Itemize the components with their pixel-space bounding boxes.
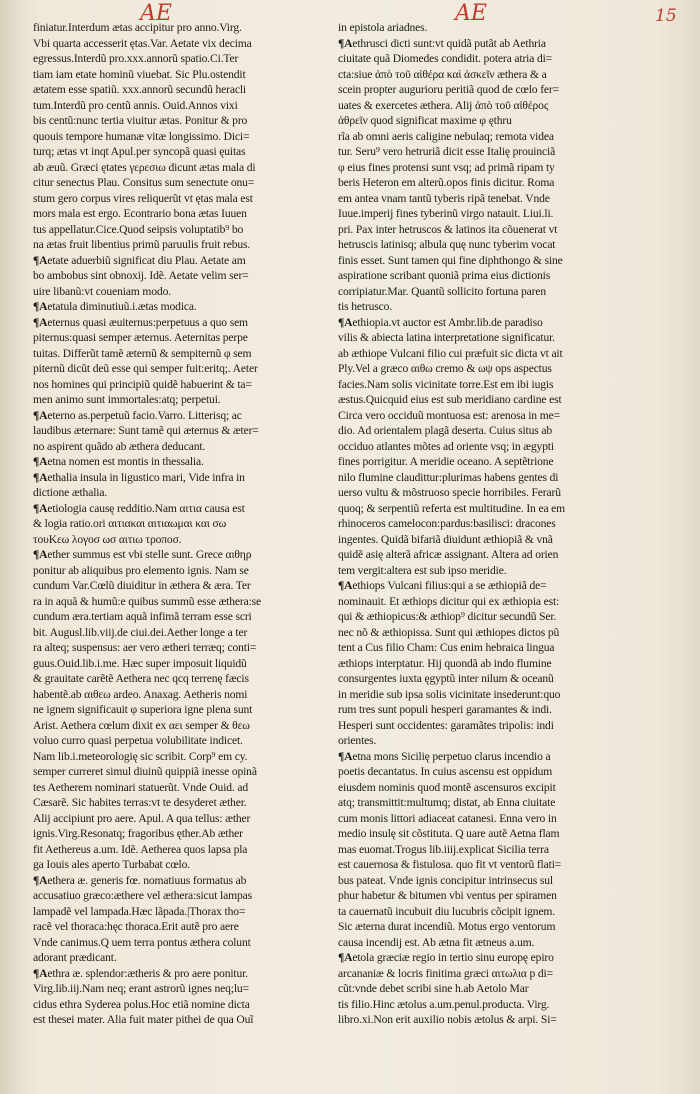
text-line: quouis tempore humanæ vitæ longissimo. Dici= <box>33 129 250 143</box>
text-line: cundum Var.Cœlũ diuiditur in æthera & æra. Ter <box>33 579 251 592</box>
text-line: est thesei mater. Alia fuit mater pithei de qua Ouĩ <box>33 1013 254 1026</box>
text-line: tus appellatur.Cice.Quod seipsis voluptatib⁹ bo <box>33 222 244 236</box>
text-line: tis filio.Hinc ætolus a.um.penul.producta. Virg. <box>338 997 550 1011</box>
text-line: tuitas. Differũt tamẽ æternũ & sempiternũ φ sem <box>33 346 252 360</box>
text-line: egressus.Interdũ pro.xxx.annorũ spatio.Ci.Ter <box>33 52 239 65</box>
text-line: consurgentes iuxta ęgyptũ inter nilum & oceanũ <box>338 672 554 685</box>
text-line: Cæsarẽ. Sic habites terras:vt te desyderet æther. <box>33 796 247 809</box>
text-line: Iuue.imperij fines tyberinũ virgo natauit. Liui.li. <box>338 207 554 220</box>
text-line: bit. Augusl.lib.viij.de ciui.dei.Aether longe a ter <box>33 625 248 639</box>
text-line: ponitur ab aliquibus pro elemento ignis. Nam se <box>33 563 249 577</box>
text-line: laudibus æternare: Sunt tamẽ qui æternus & æter= <box>33 424 259 437</box>
text-line: ta cauernatũ incubuit diu lucubris cõcipit ignem. <box>338 904 556 918</box>
text-line: scein propter augurioru peritiã quod de cœlo fer= <box>338 83 559 96</box>
text-line: ¶Aetola græciæ regio in tertio sinu europę epiro <box>338 951 554 964</box>
text-line: no aspirent quãdo ab æthera deducant. <box>33 439 206 453</box>
text-line: mas euomat.Trogus lib.iiij.explicat Sicilia terra <box>338 842 549 856</box>
text-line: uerso vultu & mõstruoso specie horribiles. Ferarũ <box>338 486 561 499</box>
text-line: beris Heteron em alterũ.opos finis dicitur. Roma <box>338 176 555 189</box>
text-line: cta:siue ἀπὸ τοῦ αἰθέρα καὶ ἀσκεῖν æthera & a <box>338 67 547 81</box>
text-line: ¶Aetna mons Sicilię perpetuo clarus incendio a <box>338 749 551 763</box>
text-line: Vbi quarta accesserit ętas.Var. Aetate vix decima <box>33 36 252 50</box>
text-line: em antea vnam tantũ tyberis ripã tenebat. Vnde <box>338 191 550 205</box>
text-line: turq; ætas vt inqt Apul.per syncopã quasi ęuitas <box>33 145 246 158</box>
text-line: atq; transmittit:multumq; distat, ab Enna ciuitate <box>338 796 556 809</box>
text-line: quoq; & serpentiũ referta est multitudine. In ea em <box>338 501 566 515</box>
text-line: fines porrigitur. A meridie oceano. A septẽtrione <box>338 455 554 468</box>
text-line: rĩa ab omni aeris caligine nebulaq; remota videa <box>338 129 554 143</box>
left-text-column <box>33 20 331 1028</box>
text-line: dio. Ad orientalem plagã deserta. Cuius situs ab <box>338 424 553 437</box>
text-line: ætatem esse spatiũ. xxx.annorũ secundũ heracli <box>33 83 246 96</box>
text-line: medio insulę sit cõstituta. Q uare autẽ Aetna flam <box>338 827 560 840</box>
text-line: rum tres sunt populi hesperi garamantes & indi. <box>338 703 552 716</box>
text-line: nominauit. Et æthiops dicitur qui ex æthiopia est: <box>338 594 560 608</box>
text-line: ¶Aethalia insula in ligustico mari, Vide infra in <box>33 470 245 484</box>
text-line: ¶Aetate aduerbiũ significat diu Plau. Aetate am <box>33 253 246 267</box>
text-line: ¶Aethra æ. splendor:ætheris & pro aere ponitur. <box>33 966 248 980</box>
text-line: tis hetrusco. <box>338 300 393 313</box>
text-line: uates & exercetes æthera. Alij ἀπὸ τοῦ αἰθέρος <box>338 98 549 112</box>
text-line: & grauitate carẽtẽ Aethera nec qcq terrenę fæcis <box>33 672 249 685</box>
text-line: stum gero corpus vires reliquerũt vt ętas mala est <box>33 191 253 205</box>
text-line: ¶Aethiopia.vt auctor est Ambr.lib.de paradiso <box>338 315 543 329</box>
folio-number: 15 <box>655 6 677 26</box>
text-line: habentẽ.ab αιθεω ardeo. Anaxag. Aetheris nomi <box>33 687 248 701</box>
text-line: cum monis littori adiaceat catanesi. Enna vero in <box>338 811 557 825</box>
text-line: æstus.Quicquid eius est sub meridiano cardine est <box>338 393 562 406</box>
text-line: bis centũ:nunc tertia viuitur ætas. Ponitur & pro <box>33 114 248 127</box>
text-line: ra in aquã & humũ:e quibus summũ esse æthera:se <box>33 594 262 608</box>
text-line: & logia ratio.ori αιτιακαι αιτιαωμαι και σω <box>33 517 227 530</box>
text-line: in epistola ariadnes. <box>338 21 428 34</box>
text-line: ¶Aetatula diminutiuũ.i.ætas modica. <box>33 300 197 313</box>
text-line: ¶Aethiops Vulcani filius:qui a se æthiopiã de= <box>338 579 547 592</box>
text-line: arcananiæ & locris finitima græci αιτωλια p di= <box>338 966 553 980</box>
text-line: tent a Cus filio Cham: Cus enim hebraica lingua <box>338 641 555 654</box>
text-line: tum.Interdũ pro centũ annis. Ouid.Annos vixi <box>33 98 238 112</box>
page-gutter-shadow <box>0 0 26 1094</box>
text-line: fit Aethereus a.um. Idẽ. Aetherea quos lapsa pla <box>33 842 248 856</box>
text-line: τουΚεω λογοσ ωσ αιτιω τροποσ. <box>33 532 182 546</box>
text-line: ne ignem significauit φ superiora igne plena sunt <box>33 703 253 716</box>
text-line: cidus ethra Syderea polus.Hoc etiã nomine dicta <box>33 997 250 1011</box>
text-line: pri. Pax inter hetruscos & latinos ita cõuenerat vt <box>338 222 558 236</box>
text-line: Ply.Vel a græco αιθω cremo & ωψ ops aspectus <box>338 362 552 375</box>
text-line: ga Iouis ales aperto Turbabat cœlo. <box>33 858 191 871</box>
text-line: men animo sunt immortales:atq; perpetui. <box>33 393 221 406</box>
text-line: guus.Ouid.lib.i.me. Hæc super imposuit liquidũ <box>33 656 247 670</box>
text-line: semper curreret simul diuinũ quippiã inesse opinã <box>33 765 257 778</box>
text-line: φ eius fines protensi sunt vsq; ad primã ripam ty <box>338 160 555 174</box>
running-head-right: AE <box>455 1 487 26</box>
text-line: ingentes. Quidã bifariã diuidunt æthiopiã & vnã <box>338 532 553 546</box>
text-line: Virg.lib.iij.Nam neq; erant astrorũ ignes neq;lu= <box>33 982 249 995</box>
text-line: voluo curro quasi perpetua volubilitate indicet. <box>33 734 243 747</box>
text-line: Sic æterna durat incendiũ. Motus ergo ventorum <box>338 920 556 933</box>
text-line: Arist. Aethera cœlum dixit ex αει semper & θεω <box>33 718 250 732</box>
text-line: racẽ vel thoraca:hęc thoraca.Erit autẽ pro aere <box>33 920 239 933</box>
text-line: qui & æthiopicus:& æthiop⁹ dicitur secundũ Ser. <box>338 610 557 623</box>
text-line: rhinoceros camelocon:pardus:basilisci: dracones <box>338 517 556 530</box>
text-line: na ætas fruit libentius primũ paruulis fruit rebus. <box>33 238 251 251</box>
text-line: adorant prædicant. <box>33 951 117 964</box>
text-line: ¶Aetna nomen est montis in thessalia. <box>33 455 204 468</box>
text-line: vilis & abiecta latina interpretatione significatur. <box>338 331 555 344</box>
right-text-column <box>338 20 664 1028</box>
text-line: nilo flumine claudittur:plurimas habens gentes di <box>338 470 559 484</box>
text-line: Nam lib.i.meteorologię sic scribit. Corp⁹ em cy. <box>33 749 248 763</box>
text-line: tes Aetherem nominari statuerũt. Vnde Ouid. ad <box>33 780 249 794</box>
text-line: æthiops interptatur. Hij quondã ab indo flumine <box>338 656 552 670</box>
text-line: ciuitate quã Diomedes condidit. potera atria di= <box>338 52 553 65</box>
text-line: libro.xi.Non erit auxilio nobis ætolus & arpi. Si= <box>338 1013 557 1026</box>
text-line: uire libanũ:vt coueniam modo. <box>33 284 171 298</box>
text-line: Hesperi sunt occidentes: garamãtes tripolis: indi <box>338 718 554 732</box>
text-line: citur senectus Plau. Consitus sum senectute onu= <box>33 176 255 189</box>
text-line: in meridie sub ipsa solis vicinitate insederunt:quo <box>338 687 561 701</box>
text-line: piternus:quasi semper æternus. Aeternitas perpe <box>33 331 248 344</box>
text-line: ¶Aethera æ. generis fœ. nomatiuus formatus ab <box>33 873 247 887</box>
text-line: accusatiuo græco:æthere vel æthera:sicut lampas <box>33 889 252 902</box>
text-line: finiatur.Interdum ætas accipitur pro anno.Virg. <box>33 21 242 34</box>
text-line: ab æthiope Vulcani filio cui præfuit sic dicta vt ait <box>338 346 563 360</box>
text-line: orientes. <box>338 734 377 747</box>
text-line: bo ambobus sint obnoxij. Idẽ. Aetate velim ser= <box>33 269 249 282</box>
running-head-left: AE <box>140 1 172 26</box>
text-line: occiduo atlantes mõtes ad oriente vsq; in ægypti <box>338 439 554 453</box>
text-line: Vnde canimus.Q uem terra pontus æthera colunt <box>33 935 251 949</box>
text-line: cundum æra.tertiam aquã infimã terram esse scri <box>33 610 252 623</box>
text-line: ¶Aeternus quasi æuiternus:perpetuus a quo sem <box>33 315 248 329</box>
text-line: dictione æthalia. <box>33 486 108 499</box>
text-line: finis esset. Sunt tamen qui fine diphthongo & sine <box>338 253 563 267</box>
text-line: tem vergit:altera est sub ipso meridie. <box>338 563 507 577</box>
text-line: facies.Nam solis vicinitate torre.Est em ibi iugis <box>338 377 554 391</box>
text-line: ¶Aeterno as.perpetuũ facio.Varro. Litterisq; ac <box>33 408 242 422</box>
text-line: nec nõ & æthiopissa. Sunt qui æthiopes dictos pũ <box>338 625 560 639</box>
text-line: est cauernosa & fistulosa. quo fit vt ventorũ flati= <box>338 858 562 871</box>
text-line: ¶Aethrusci dicti sunt:vt quidã putãt ab Aethria <box>338 36 546 50</box>
text-line: ¶Aether summus est vbi stelle sunt. Grece αιθηρ <box>33 548 252 561</box>
text-line: aspiratione scribant quoniã prima eius dictionis <box>338 269 551 282</box>
text-line: poetis decantatus. In cuius ascensu est oppidum <box>338 765 553 778</box>
text-line: phur habetur & bitumen vbi ventus per spiramen <box>338 889 557 902</box>
text-line: mors mala est ergo. Econtrario bona ætas Iuuen <box>33 207 247 220</box>
text-line: hetruscis latinisq; albula quę nunc tyberim vocat <box>338 238 556 251</box>
text-line: nos homines qui principiũ quidẽ habuerint & ta= <box>33 377 252 391</box>
text-line: quidẽ asię alterã africæ assignant. Altera ad orien <box>338 548 559 561</box>
text-line: Alij accipiunt pro aere. Apul. A qua tellus: æther <box>33 811 251 825</box>
text-line: ab æuũ. Græci ętates γερεσιω dicunt ætas mala di <box>33 160 256 174</box>
text-line: piternũ dicũt deũ esse qui semper fuit:eritq;. Aeter <box>33 362 258 375</box>
text-line: ignis.Virg.Resonatq; fragoribus ęther.Ab æther <box>33 827 243 840</box>
text-line: tur. Seru⁹ vero hetruriã dicit esse Italię prouinciã <box>338 145 556 158</box>
text-line: cũt:vnde debet scribi sine h.ab Aetolo Mar <box>338 982 529 995</box>
text-line: lampadẽ vel lampada.Hæc lãpada.|Thorax tho= <box>33 904 246 918</box>
text-line: bus pateat. Vnde ignis concipitur intrinsecus sul <box>338 873 553 887</box>
text-line: corripiatur.Mar. Quantũ sollicito fortuna paren <box>338 284 547 298</box>
text-line: Circa vero occiduũ montuosa est: arenosa in me= <box>338 408 560 422</box>
text-line: tiam iam etate hominũ viuebat. Sic Plu.ostendit <box>33 67 246 81</box>
text-line: ἀθρεῖν quod significat maxime φ ęthru <box>338 114 512 127</box>
text-line: eiusdem nominis quod montẽ ascensuros excipit <box>338 780 556 794</box>
text-line: ¶Aetiologia causę redditio.Nam αιτια causa est <box>33 501 245 515</box>
text-line: causa incendij est. Ab ætna fit ætneus a.um. <box>338 935 535 949</box>
text-line: ra alteq; suspensus: aer vero ætheri terræq; conti= <box>33 641 257 654</box>
